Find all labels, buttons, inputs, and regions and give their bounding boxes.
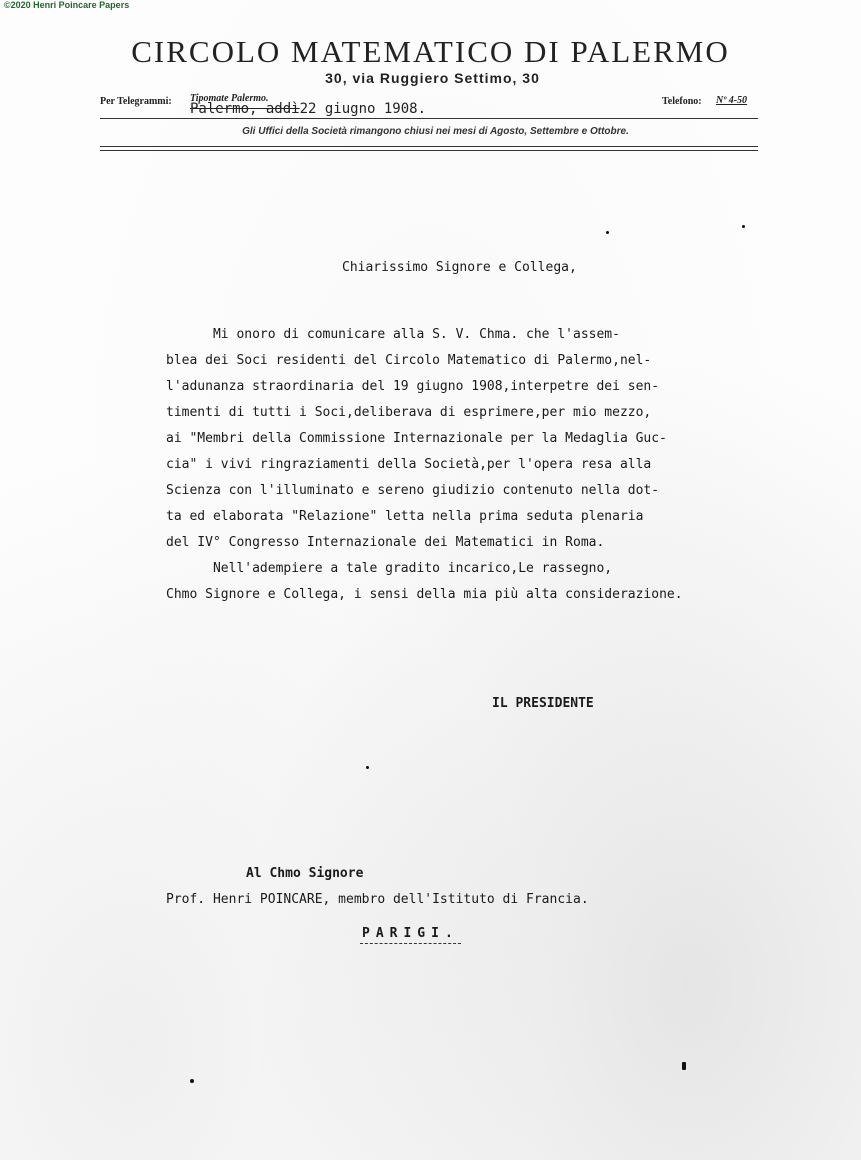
place-struck: Palermo, addì — [190, 101, 300, 117]
body-line: l'adunanza straordinaria del 19 giugno 1908,interpetre dei sen- — [166, 379, 660, 394]
phone-number: Nº 4-50 — [716, 95, 748, 106]
ink-speck — [742, 225, 745, 228]
phone-label: Telefono: — [662, 96, 702, 107]
body-line: Nell'adempiere a tale gradito incarico,Le rassegno, — [166, 561, 613, 576]
body-line: Mi onoro di comunicare alla S. V. Chma. che l'assem- — [166, 327, 620, 342]
signature-title: IL PRESIDENTE — [492, 696, 594, 711]
ink-speck — [190, 1079, 194, 1083]
header-rule — [100, 118, 758, 119]
body-line: timenti di tutti i Soci,deliberava di esprimere,per mio mezzo, — [166, 405, 652, 420]
place-date — [190, 101, 426, 117]
body-line: ai "Membri della Commissione Internazionale per la Medaglia Guc- — [166, 431, 667, 446]
office-hours-note: Gli Uffici della Società rimangono chiusi nei mesi di Agosto, Settembre e Ottobre. — [242, 126, 629, 137]
letterhead-title: CIRCOLO MATEMATICO DI PALERMO — [131, 34, 730, 69]
body-line: Chmo Signore e Collega, i sensi della mia più alta considerazione. — [166, 587, 683, 602]
body-line: ta ed elaborata "Relazione" letta nella prima seduta plenaria — [166, 509, 644, 524]
addressee-salutation: Al Chmo Signore — [246, 866, 364, 881]
body-line: blea dei Soci residenti del Circolo Matematico di Palermo,nel- — [166, 353, 652, 368]
salutation: Chiarissimo Signore e Collega, — [342, 260, 577, 275]
ink-speck — [682, 1062, 686, 1070]
ink-speck — [366, 766, 369, 769]
addressee-city: PARIGI. — [360, 926, 461, 944]
header-rule — [100, 146, 758, 147]
body-line: del IV° Congresso Internazionale dei Matematici in Roma. — [166, 535, 605, 550]
copyright-watermark: ©2020 Henri Poincare Papers — [4, 0, 130, 10]
ink-speck — [606, 231, 609, 234]
body-line: Scienza con l'illuminato e sereno giudizio contenuto nella dot- — [166, 483, 660, 498]
letterhead-address: 30, via Ruggiero Settimo, 30 — [325, 70, 540, 86]
letter-date: 22 giugno 1908. — [299, 101, 427, 117]
addressee-name: Prof. Henri POINCARE, membro dell'Istituto di Francia. — [166, 892, 589, 907]
telegram-label: Per Telegrammi: — [100, 96, 172, 107]
telegram-address: Tipomate Palermo. — [190, 93, 269, 104]
body-line: cia" i vivi ringraziamenti della Società,per l'opera resa alla — [166, 457, 652, 472]
header-rule — [100, 150, 758, 151]
